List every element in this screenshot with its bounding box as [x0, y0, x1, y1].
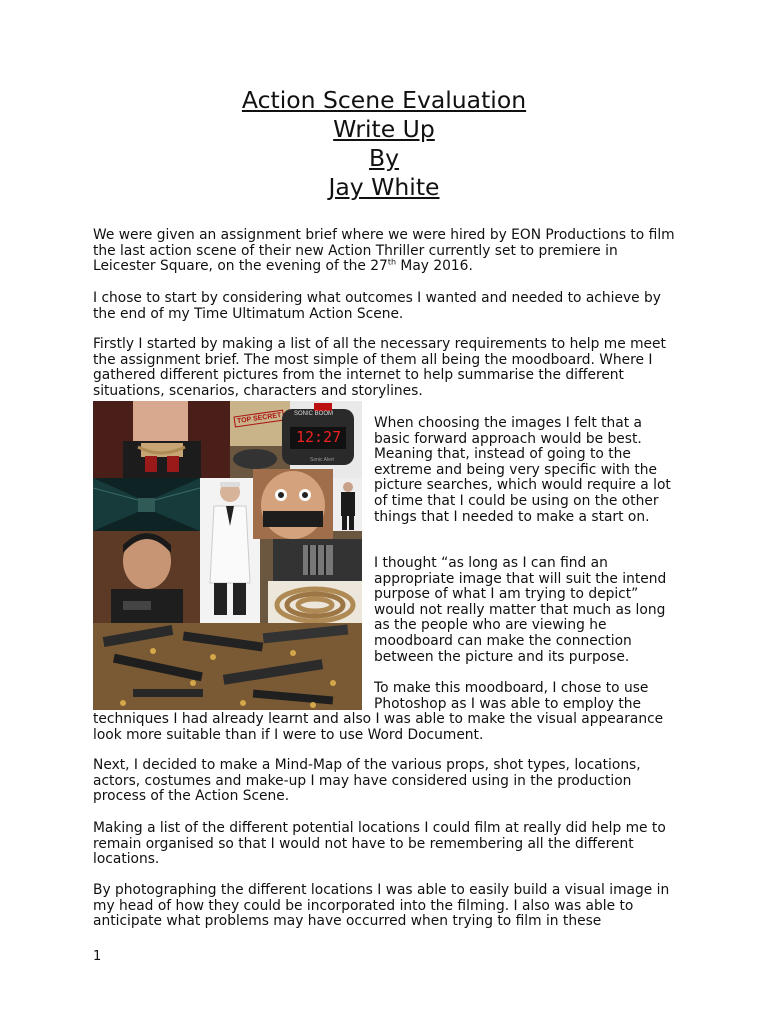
document-title — [0, 86, 768, 202]
corridor-photo — [93, 478, 200, 531]
man-white-suit-photo — [200, 478, 260, 623]
man-with-gun-photo — [93, 531, 200, 623]
title-line-1: Action Scene Evaluation — [241, 86, 527, 114]
title-line-3: By — [368, 144, 400, 172]
paragraph-outcomes: I chose to start by considering what outcomes I wanted and needed to achieve by the end of my Time Ultimatum Action Scene. — [93, 290, 661, 322]
moodboard-collage — [93, 401, 362, 710]
paragraph-intro — [93, 228, 678, 275]
agent-gun-photo — [333, 478, 362, 531]
intro-superscript: th — [387, 257, 397, 267]
taped-mouth-face-photo — [253, 469, 333, 539]
paragraph-locations-list: Making a list of the different potential locations I could film at really did help me to remain organised so that I would not have to be remembering all the different locations. — [93, 820, 666, 868]
paragraph-requirements: Firstly I started by making a list of all the necessary requirements to help me meet the assignment brief. The most simple of them all being the moodboard. Where I gathered different pictures from the internet to help summarise the different situations, scenarios, characters and storylines. — [93, 336, 666, 399]
paragraph-photographing: By photographing the different locations I was able to easily build a visual image in my head of how they could be incorporated into the filming. I also was able to anticipate what problems may have occurred when trying to film in these — [93, 882, 670, 930]
intro-text-b: May 2016. — [396, 258, 473, 275]
title-line-4: Jay White — [328, 173, 440, 201]
side-paragraph-photoshop: To make this moodboard, I chose to use Photoshop as I was able to employ the — [374, 680, 649, 712]
guns-ammo-pile-photo — [93, 623, 362, 710]
clock-brand: SONIC BOOM — [294, 411, 334, 417]
top-secret-label: TOP SECRET — [233, 410, 285, 428]
paragraph-mindmap: Next, I decided to make a Mind-Map of the various props, shot types, locations, actors, costumes and make-up I may have considered using in the production process of the Action Scene. — [93, 757, 641, 805]
side-paragraph-quote: I thought “as long as I can find an appropriate image that will suit the intend purpose of what I am trying to depict” would not really matter that much as long as the people who are viewing he moodboard can make the connection between the picture and its purpose. — [374, 555, 667, 665]
clock-display: 12:27 — [296, 428, 342, 446]
clock-sub-label: Sonic Alert — [310, 457, 334, 463]
page-number: 1 — [93, 949, 102, 964]
alarm-clock-photo — [230, 401, 362, 478]
side-paragraph-image-choice: When choosing the images I felt that a basic forward approach would be best. Meaning that, instead of going to the extreme and being very specific with the picture searches, which would require a lot of time that I could be using on the other things that I needed to make a start on. — [374, 415, 671, 525]
title-line-2: Write Up — [333, 115, 435, 143]
cell-bars-photo — [273, 539, 362, 581]
paragraph-photoshop-continued: techniques I had already learnt and also I was able to make the visual appearance look more suitable than if I were to use Word Document. — [93, 711, 664, 743]
intro-text-a: We were given an assignment brief where we were hired by EON Productions to film the last action scene of their new Action Thriller currently set to premiere in Leicester Square, on the evening of the 27 — [93, 227, 675, 275]
tied-hands-photo — [93, 401, 230, 478]
rope-coil-photo — [268, 581, 362, 623]
